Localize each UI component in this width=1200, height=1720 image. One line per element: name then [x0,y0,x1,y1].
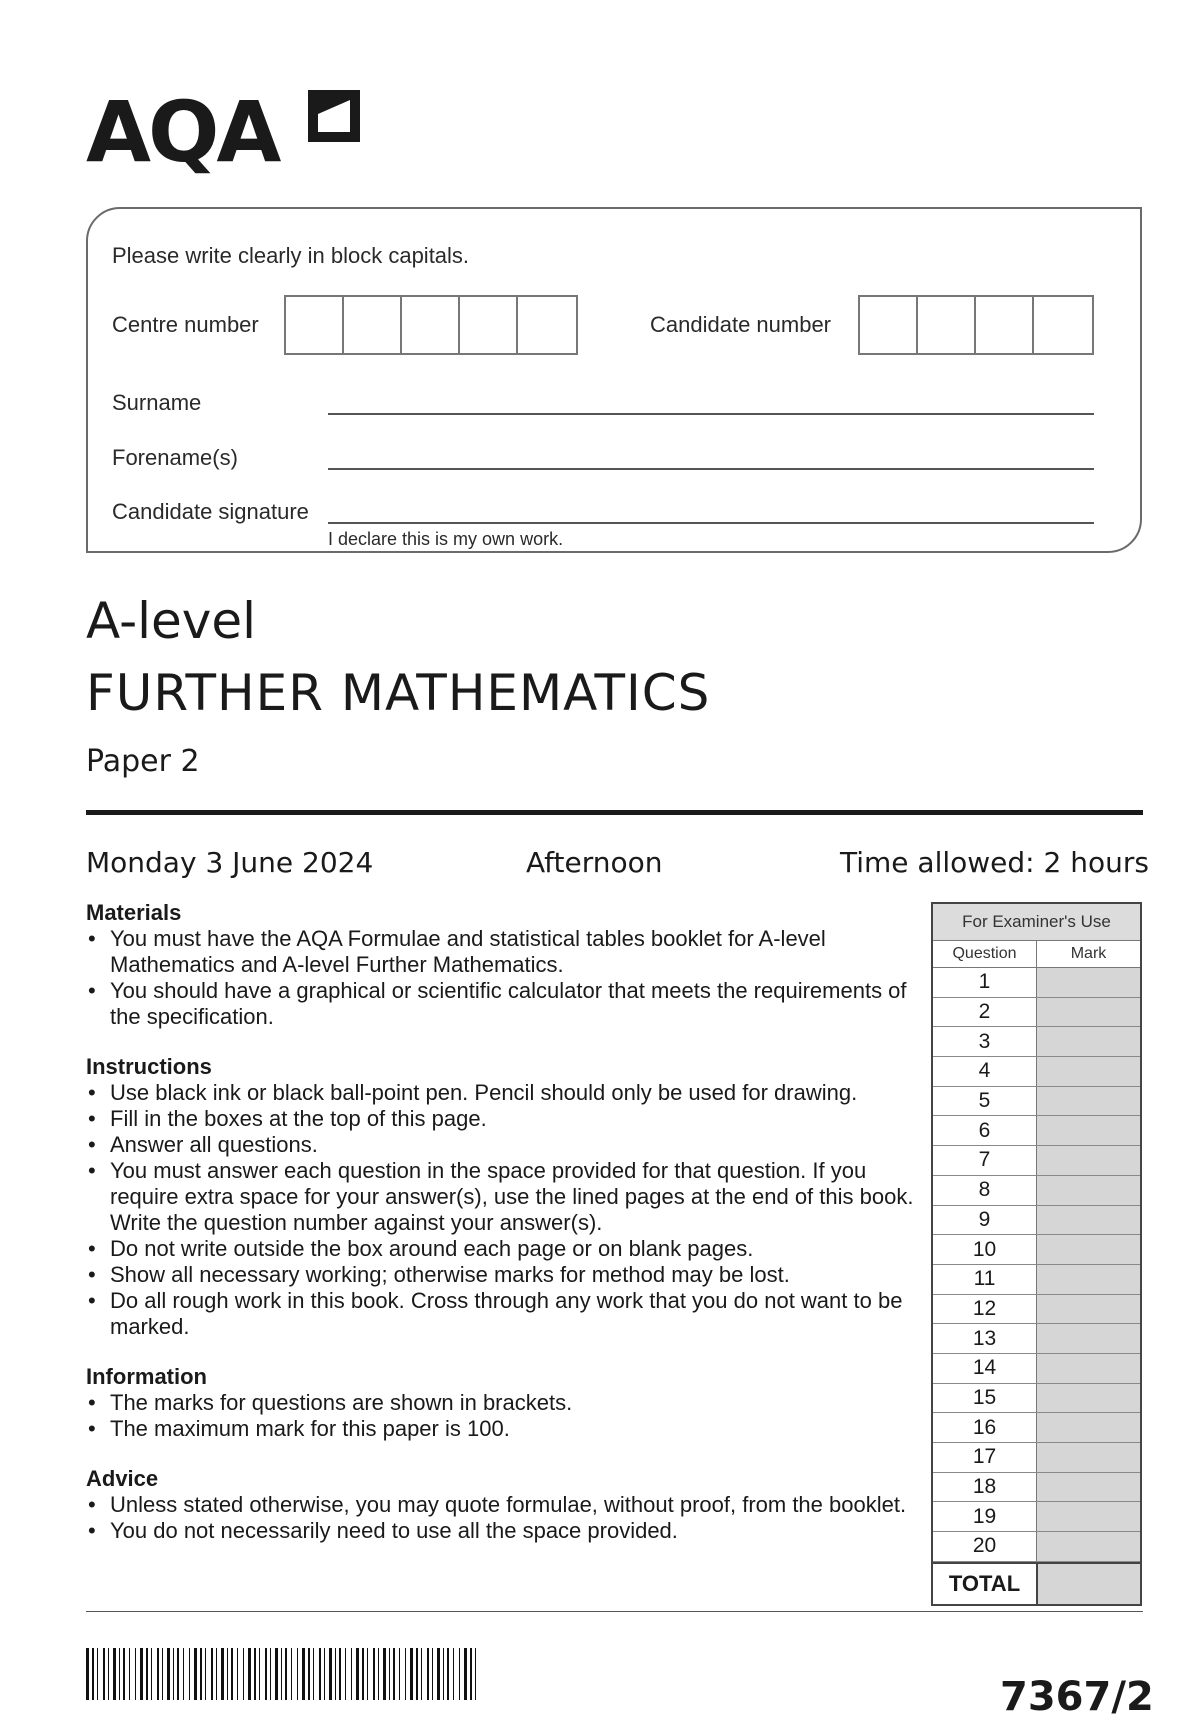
barcode-bar [129,1648,130,1700]
barcode-bar [432,1648,433,1700]
barcode-bar [259,1648,260,1700]
centre-number-label: Centre number [112,312,259,337]
barcode-bar [108,1648,109,1700]
paper-code: 7367/2 [1000,1674,1154,1720]
footer-divider [86,1611,1143,1612]
table-row [933,1473,1140,1503]
list-item: • Unless stated otherwise, you may quote formulae, without proof, from the booklet. [86,1492,916,1518]
time-allowed: Time allowed: 2 hours [840,846,1149,879]
list-item: • Use black ink or black ball-point pen. Pencil should only be used for drawing. [86,1080,916,1106]
mark-cell [1037,1295,1140,1324]
barcode-bar [211,1648,213,1700]
mark-cell [1037,1473,1140,1502]
table-row [933,998,1140,1028]
barcode-bar [248,1648,251,1700]
barcode-bar [447,1648,449,1700]
barcode [86,1648,486,1700]
centre-number-digit[interactable] [460,297,518,353]
list-item: • You must have the AQA Formulae and statistical tables booklet for A-level Mathematics and A-level Further Mathematics. [86,926,916,978]
table-row [933,1146,1140,1176]
barcode-bar [200,1648,202,1700]
barcode-bar [162,1648,163,1700]
mark-cell [1037,1532,1140,1561]
question-number: 1 [933,968,1037,997]
list-item: • You must answer each question in the space provided for that question. If you require extra space for your answer(s), use the lined pages at the end of this book. Write the question number against your answer(s). [86,1158,916,1236]
barcode-bar [231,1648,233,1700]
information-heading: Information [86,1364,207,1389]
examiner-table-title: For Examiner's Use [933,904,1140,941]
mark-cell [1037,1324,1140,1353]
list-item: • Show all necessary working; otherwise marks for method may be lost. [86,1262,916,1288]
mark-cell [1037,998,1140,1027]
examiner-table-rows [933,968,1140,1562]
table-row [933,1413,1140,1443]
block-capitals-instruction: Please write clearly in block capitals. [112,243,470,268]
table-row [933,1532,1140,1562]
barcode-bar [97,1648,98,1700]
examiner-use-table [931,902,1142,1606]
instructions-list [86,1080,916,1340]
barcode-bar [243,1648,244,1700]
mark-cell [1037,968,1140,997]
barcode-bar [254,1648,256,1700]
barcode-bar [319,1648,321,1700]
advice-list [86,1492,916,1544]
barcode-bar [113,1648,116,1700]
table-row [933,1057,1140,1087]
barcode-bar [146,1648,148,1700]
barcode-bar [329,1648,332,1700]
barcode-bar [291,1648,292,1700]
question-number: 2 [933,998,1037,1027]
mark-cell [1037,1176,1140,1205]
barcode-bar [393,1648,395,1700]
barcode-bar [119,1648,120,1700]
question-number: 14 [933,1354,1037,1383]
list-item: • You do not necessarily need to use all the space provided. [86,1518,916,1544]
mark-cell [1037,1235,1140,1264]
question-number: 12 [933,1295,1037,1324]
barcode-bar [339,1648,341,1700]
question-number: 9 [933,1206,1037,1235]
table-row [933,1384,1140,1414]
barcode-bar [183,1648,184,1700]
centre-number-digit[interactable] [286,297,344,353]
barcode-bar [410,1648,413,1700]
centre-number-digit[interactable] [402,297,460,353]
question-number: 7 [933,1146,1037,1175]
barcode-bar [205,1648,206,1700]
forenames-line[interactable] [328,468,1094,470]
aqa-logo [86,84,366,180]
barcode-bar [281,1648,282,1700]
subject-title: FURTHER MATHEMATICS [86,664,711,722]
question-number: 15 [933,1384,1037,1413]
logo-text: AQA [86,83,279,181]
list-item: • You should have a graphical or scientific calculator that meets the requirements of the specification. [86,978,916,1030]
centre-number-digit[interactable] [518,297,576,353]
qualification-level: A-level [86,592,257,650]
barcode-bar [416,1648,418,1700]
materials-list [86,926,916,1030]
barcode-bar [399,1648,400,1700]
mark-cell [1037,1265,1140,1294]
question-number: 17 [933,1443,1037,1472]
candidate-details-box [86,207,1142,553]
question-number: 8 [933,1176,1037,1205]
centre-number-boxes[interactable] [284,295,578,355]
barcode-bar [351,1648,352,1700]
barcode-bar [189,1648,190,1700]
barcode-bar [270,1648,271,1700]
materials-heading: Materials [86,900,182,925]
candidate-number-digit[interactable] [1034,297,1092,353]
logo-mark-icon [302,84,366,148]
declaration-text: I declare this is my own work. [328,529,564,549]
candidate-number-boxes[interactable] [858,295,1094,355]
barcode-bar [123,1648,125,1700]
list-item: • The maximum mark for this paper is 100. [86,1416,916,1442]
barcode-bar [324,1648,325,1700]
mark-cell [1037,1057,1140,1086]
paper-number: Paper 2 [86,744,200,779]
barcode-bar [470,1648,472,1700]
barcode-bar [302,1648,305,1700]
barcode-bar [194,1648,197,1700]
barcode-bar [345,1648,346,1700]
candidate-number-digit[interactable] [860,297,918,353]
barcode-bar [221,1648,224,1700]
mark-column-header: Mark [1070,945,1107,962]
total-row [933,1562,1140,1604]
table-row [933,1235,1140,1265]
barcode-bar [237,1648,238,1700]
mark-cell [1037,1027,1140,1056]
barcode-bar [297,1648,298,1700]
barcode-bar [173,1648,174,1700]
list-item: • Answer all questions. [86,1132,916,1158]
centre-number-digit[interactable] [344,297,402,353]
question-number: 19 [933,1502,1037,1531]
list-item: • Do not write outside the box around each page or on blank pages. [86,1236,916,1262]
table-row [933,968,1140,998]
total-mark-cell [1038,1564,1140,1604]
barcode-bar [177,1648,179,1700]
mark-cell [1037,1384,1140,1413]
list-item: • Fill in the boxes at the top of this page. [86,1106,916,1132]
table-row [933,1176,1140,1206]
title-divider [86,810,1143,815]
question-number: 3 [933,1027,1037,1056]
table-row [933,1265,1140,1295]
table-row [933,1295,1140,1325]
list-item: • The marks for questions are shown in brackets. [86,1390,916,1416]
surname-label: Surname [112,390,202,415]
barcode-bar [362,1648,364,1700]
barcode-bar [389,1648,390,1700]
barcode-bar [92,1648,94,1700]
instructions-heading: Instructions [86,1054,212,1079]
question-number: 16 [933,1413,1037,1442]
barcode-bar [140,1648,143,1700]
barcode-bar [265,1648,267,1700]
barcode-bar [373,1648,375,1700]
table-row [933,1206,1140,1236]
forenames-label: Forename(s) [112,445,238,470]
mark-cell [1037,1206,1140,1235]
table-row [933,1443,1140,1473]
barcode-bar [453,1648,454,1700]
barcode-bar [313,1648,314,1700]
surname-line[interactable] [328,413,1094,415]
table-row [933,1502,1140,1532]
barcode-bar [383,1648,386,1700]
signature-label: Candidate signature [112,499,309,524]
candidate-number-digit[interactable] [918,297,976,353]
barcode-bar [86,1648,89,1700]
barcode-bar [459,1648,460,1700]
question-number: 11 [933,1265,1037,1294]
barcode-bar [475,1648,476,1700]
question-number: 13 [933,1324,1037,1353]
exam-instructions [86,900,916,1568]
question-number: 10 [933,1235,1037,1264]
question-number: 20 [933,1532,1037,1561]
total-label: TOTAL [933,1564,1038,1604]
exam-date: Monday 3 June 2024 [86,846,374,879]
advice-heading: Advice [86,1466,159,1491]
mark-cell [1037,1413,1140,1442]
barcode-bar [275,1648,278,1700]
barcode-bar [135,1648,136,1700]
question-column-header: Question [933,941,1037,967]
table-row [933,1116,1140,1146]
barcode-bar [356,1648,359,1700]
barcode-bar [437,1648,440,1700]
exam-session: Afternoon [526,846,663,879]
information-list [86,1390,916,1442]
barcode-bar [443,1648,444,1700]
barcode-bar [405,1648,406,1700]
table-row [933,1324,1140,1354]
barcode-bar [427,1648,429,1700]
table-row [933,1354,1140,1384]
candidate-number-digit[interactable] [976,297,1034,353]
barcode-bar [308,1648,310,1700]
barcode-bar [335,1648,336,1700]
candidate-number-label: Candidate number [650,312,832,337]
mark-cell [1037,1354,1140,1383]
barcode-bar [464,1648,467,1700]
mark-cell [1037,1502,1140,1531]
mark-cell [1037,1116,1140,1145]
mark-cell [1037,1146,1140,1175]
examiner-table-header [933,941,1140,968]
question-number: 18 [933,1473,1037,1502]
barcode-bar [285,1648,287,1700]
barcode-bar [103,1648,105,1700]
mark-cell [1037,1087,1140,1116]
barcode-bar [157,1648,159,1700]
list-item: • Do all rough work in this book. Cross through any work that you do not want to be marked. [86,1288,916,1340]
barcode-bar [151,1648,152,1700]
signature-line[interactable] [328,522,1094,524]
barcode-bar [421,1648,422,1700]
question-number: 5 [933,1087,1037,1116]
question-number: 4 [933,1057,1037,1086]
barcode-bar [216,1648,217,1700]
barcode-bar [227,1648,228,1700]
question-number: 6 [933,1116,1037,1145]
table-row [933,1087,1140,1117]
barcode-bar [378,1648,379,1700]
table-row [933,1027,1140,1057]
barcode-bar [167,1648,170,1700]
barcode-bar [367,1648,368,1700]
mark-cell [1037,1443,1140,1472]
